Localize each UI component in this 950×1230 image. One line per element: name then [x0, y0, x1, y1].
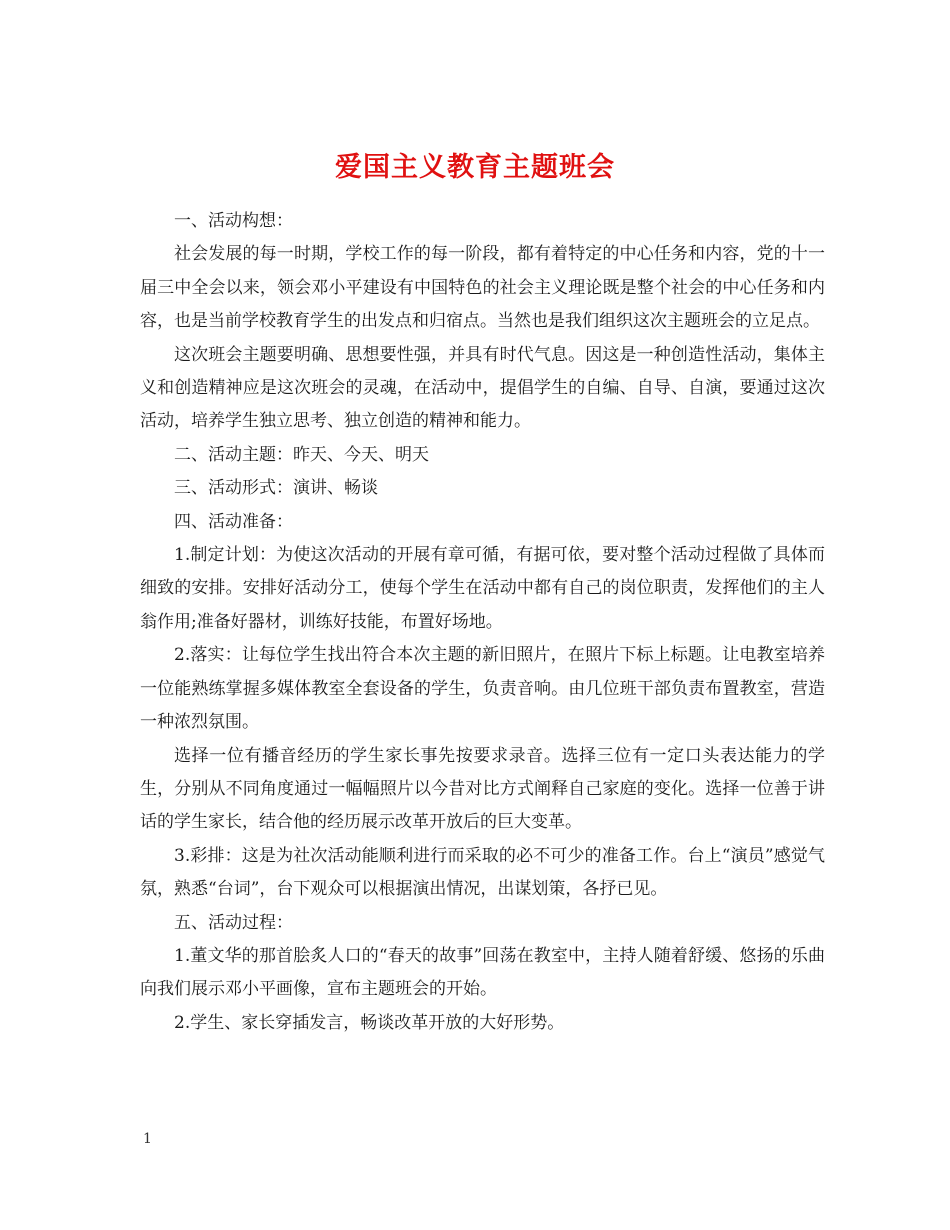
page-number: 1: [143, 1131, 152, 1147]
paragraph-section-5-heading: 五、活动过程：: [174, 912, 293, 933]
paragraph: 1.董文华的那首脍炙人口的“春天的故事”回荡在教室中，主持人随着舒缓、悠扬的乐曲向我们展示邓小平画像，宣布主题班会的开始。: [140, 945, 825, 1000]
paragraph: 社会发展的每一时期，学校工作的每一阶段，都有着特定的中心任务和内容，党的十一届三中全会以来，领会邓小平建设有中国特色的社会主义理论既是整个社会的中心任务和内容，也是当前学校教育学生的出发点和归宿点。当然也是我们组织这次主题班会的立足点。: [140, 244, 825, 332]
paragraph-section-3-heading: 三、活动形式：演讲、畅谈: [174, 478, 378, 499]
paragraph-section-1-heading: 一、活动构想：: [174, 211, 293, 231]
document-title: 爱国主义教育主题班会: [335, 152, 615, 184]
document-body: [140, 205, 825, 1040]
paragraph: 1.制定计划：为使这次活动的开展有章可循，有据可依，要对整个活动过程做了具体而细致的安排。安排好活动分工，使每个学生在活动中都有自己的岗位职责，发挥他们的主人翁作用;准备好器材，训练好技能，布置好场地。: [140, 545, 825, 632]
paragraph: 2.学生、家长穿插发言，畅谈改革开放的大好形势。: [174, 1012, 565, 1033]
paragraph: 2.落实：让每位学生找出符合本次主题的新旧照片，在照片下标上标题。让电教室培养一位能熟练掌握多媒体教室全套设备的学生，负责音响。由几位班干部负责布置教室，营造一种浓烈氛围。: [140, 645, 825, 733]
paragraph: 这次班会主题要明确、思想要性强，并具有时代气息。因这是一种创造性活动，集体主义和创造精神应是这次班会的灵魂，在活动中，提倡学生的自编、自导、自演，要通过这次活动，培养学生独立思考、独立创造的精神和能力。: [140, 344, 825, 432]
paragraph: 3.彩排：这是为社次活动能顺利进行而采取的必不可少的准备工作。台上“演员”感觉气氛，熟悉“台词”，台下观众可以根据演出情况，出谋划策，各抒已见。: [140, 845, 825, 900]
paragraph: 选择一位有播音经历的学生家长事先按要求录音。选择三位有一定口头表达能力的学生，分别从不同角度通过一幅幅照片以今昔对比方式阐释自己家庭的变化。选择一位善于讲话的学生家长，结合他的经历展示改革开放后的巨大变革。: [140, 745, 825, 833]
paragraph-section-2-heading: 二、活动主题：昨天、今天、明天: [174, 444, 429, 465]
paragraph-section-4-heading: 四、活动准备：: [174, 511, 293, 532]
